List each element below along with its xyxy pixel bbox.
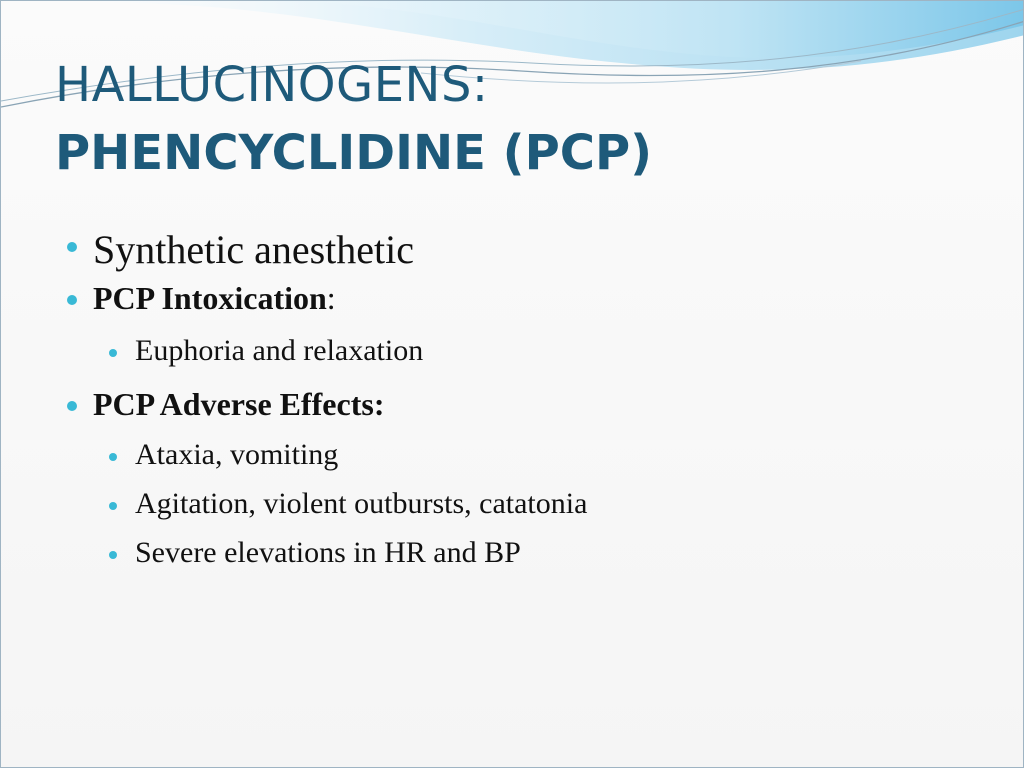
bullet-text: PCP Intoxication (93, 280, 327, 316)
bullet-colon: : (326, 280, 336, 316)
bullet-dot-icon (67, 242, 77, 252)
bullet-dot-icon (67, 401, 77, 411)
title-line-1: HALLUCINOGENS: (55, 57, 489, 113)
bullet-dot-icon (109, 349, 117, 357)
sub-bullet-elevations (61, 536, 981, 585)
sub-bullet-text: Severe elevations in HR and BP (135, 536, 521, 569)
slide-title (55, 57, 955, 181)
sub-bullet-agitation (61, 487, 981, 536)
bullet-list (61, 226, 981, 585)
bullet-item-synthetic (61, 226, 981, 280)
sub-bullet-ataxia (61, 438, 981, 487)
sub-bullet-text: Ataxia, vomiting (135, 438, 339, 471)
bullet-item-intoxication (61, 280, 981, 334)
bullet-dot-icon (109, 502, 117, 510)
title-line-2: PHENCYCLIDINE (PCP) (55, 125, 653, 181)
bullet-item-adverse-effects (61, 386, 981, 438)
bullet-dot-icon (109, 551, 117, 559)
bullet-text: PCP Adverse Effects: (93, 386, 385, 422)
sub-bullet-text: Euphoria and relaxation (135, 334, 424, 367)
sub-bullet-euphoria (61, 334, 981, 386)
bullet-text: Synthetic anesthetic (93, 227, 415, 272)
bullet-dot-icon (109, 453, 117, 461)
sub-bullet-text: Agitation, violent outbursts, catatonia (135, 487, 588, 520)
bullet-dot-icon (67, 295, 77, 305)
